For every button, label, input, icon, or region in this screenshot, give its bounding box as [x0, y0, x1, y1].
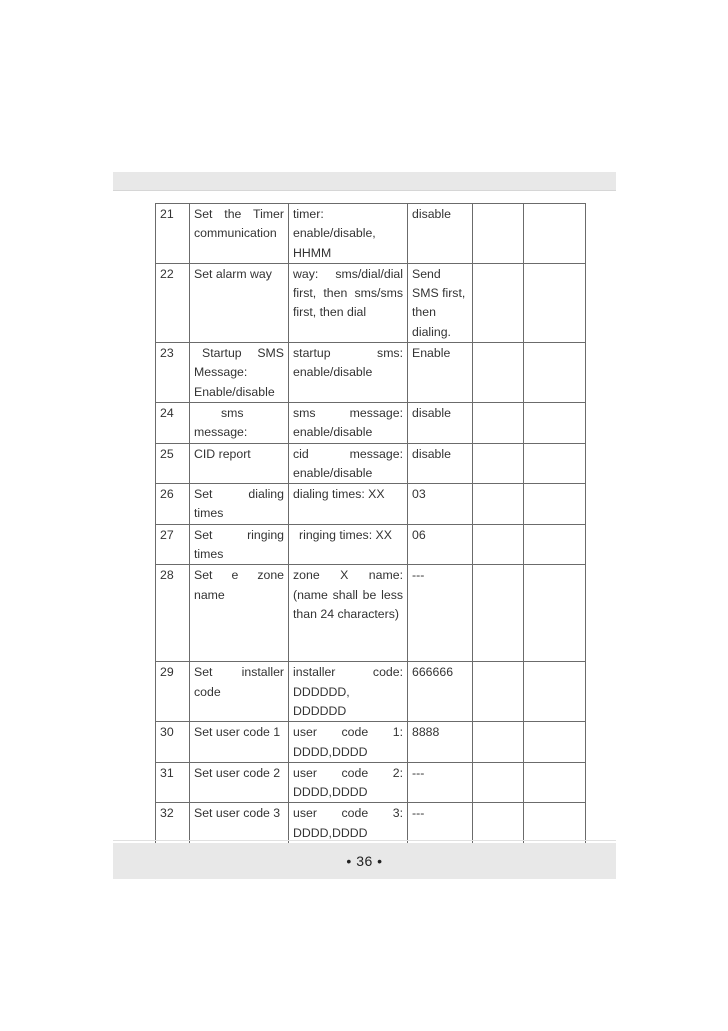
empty-cell: [473, 565, 524, 662]
setting-name: sms message:: [190, 402, 289, 443]
table-row: [156, 443, 586, 484]
setting-command: timer: enable/disable, HHMM: [289, 204, 408, 264]
setting-default: 666666: [408, 662, 473, 722]
footer-band: [113, 843, 616, 879]
row-number: 29: [156, 662, 190, 722]
header-band: [113, 172, 616, 190]
setting-command: cid message: enable/disable: [289, 443, 408, 484]
setting-default: Send SMS first, then dialing.: [408, 263, 473, 342]
setting-command: sms message: enable/disable: [289, 402, 408, 443]
row-number: 23: [156, 343, 190, 403]
setting-name: Set the Timer communication: [190, 204, 289, 264]
empty-cell: [473, 762, 524, 803]
setting-command: way: sms/dial/dial first, then sms/sms first, then dial: [289, 263, 408, 342]
setting-name: Set installer code: [190, 662, 289, 722]
setting-command: dialing times: XX: [289, 484, 408, 525]
empty-cell: [473, 722, 524, 763]
setting-command: user code 1: DDDD,DDDD: [289, 722, 408, 763]
empty-cell: [524, 662, 586, 722]
table-row: [156, 484, 586, 525]
empty-cell: [473, 402, 524, 443]
settings-table: [155, 203, 586, 844]
table-row: [156, 722, 586, 763]
empty-cell: [524, 722, 586, 763]
setting-default: 03: [408, 484, 473, 525]
empty-cell: [524, 204, 586, 264]
row-number: 31: [156, 762, 190, 803]
row-number: 22: [156, 263, 190, 342]
setting-default: disable: [408, 402, 473, 443]
table-row: [156, 204, 586, 264]
setting-name: Set user code 2: [190, 762, 289, 803]
setting-name: Set e zone name: [190, 565, 289, 662]
table-row: [156, 762, 586, 803]
row-number: 25: [156, 443, 190, 484]
setting-name: Set user code 1: [190, 722, 289, 763]
setting-command: zone X name: (name shall be less than 24 characters): [289, 565, 408, 662]
setting-command: user code 2: DDDD,DDDD: [289, 762, 408, 803]
row-number: 24: [156, 402, 190, 443]
setting-name: Set alarm way: [190, 263, 289, 342]
page-number: • 36 •: [346, 853, 383, 869]
empty-cell: [473, 263, 524, 342]
row-number: 26: [156, 484, 190, 525]
row-number: 30: [156, 722, 190, 763]
setting-default: ---: [408, 762, 473, 803]
empty-cell: [524, 443, 586, 484]
table-row: [156, 402, 586, 443]
setting-name: CID report: [190, 443, 289, 484]
setting-default: Enable: [408, 343, 473, 403]
setting-name: Set ringing times: [190, 524, 289, 565]
empty-cell: [473, 343, 524, 403]
header-divider: [113, 190, 616, 191]
setting-default: disable: [408, 204, 473, 264]
table-row: [156, 524, 586, 565]
setting-name: Startup SMS Message: Enable/disable: [190, 343, 289, 403]
empty-cell: [524, 402, 586, 443]
setting-default: 8888: [408, 722, 473, 763]
empty-cell: [473, 524, 524, 565]
empty-cell: [524, 524, 586, 565]
setting-default: disable: [408, 443, 473, 484]
table-row: [156, 803, 586, 844]
row-number: 28: [156, 565, 190, 662]
empty-cell: [524, 484, 586, 525]
empty-cell: [524, 565, 586, 662]
table-row: [156, 343, 586, 403]
setting-default: 06: [408, 524, 473, 565]
row-number: 32: [156, 803, 190, 844]
table-row: [156, 662, 586, 722]
empty-cell: [473, 662, 524, 722]
footer-divider: [113, 840, 616, 841]
empty-cell: [524, 263, 586, 342]
empty-cell: [473, 484, 524, 525]
table-row: [156, 263, 586, 342]
table-row: [156, 565, 586, 662]
empty-cell: [524, 803, 586, 844]
row-number: 27: [156, 524, 190, 565]
setting-command: ringing times: XX: [289, 524, 408, 565]
setting-name: Set user code 3: [190, 803, 289, 844]
setting-command: user code 3: DDDD,DDDD: [289, 803, 408, 844]
setting-name: Set dialing times: [190, 484, 289, 525]
empty-cell: [524, 343, 586, 403]
empty-cell: [473, 204, 524, 264]
empty-cell: [524, 762, 586, 803]
setting-default: ---: [408, 803, 473, 844]
setting-default: ---: [408, 565, 473, 662]
empty-cell: [473, 803, 524, 844]
setting-command: installer code: DDDDDD, DDDDDD: [289, 662, 408, 722]
empty-cell: [473, 443, 524, 484]
row-number: 21: [156, 204, 190, 264]
setting-command: startup sms: enable/disable: [289, 343, 408, 403]
